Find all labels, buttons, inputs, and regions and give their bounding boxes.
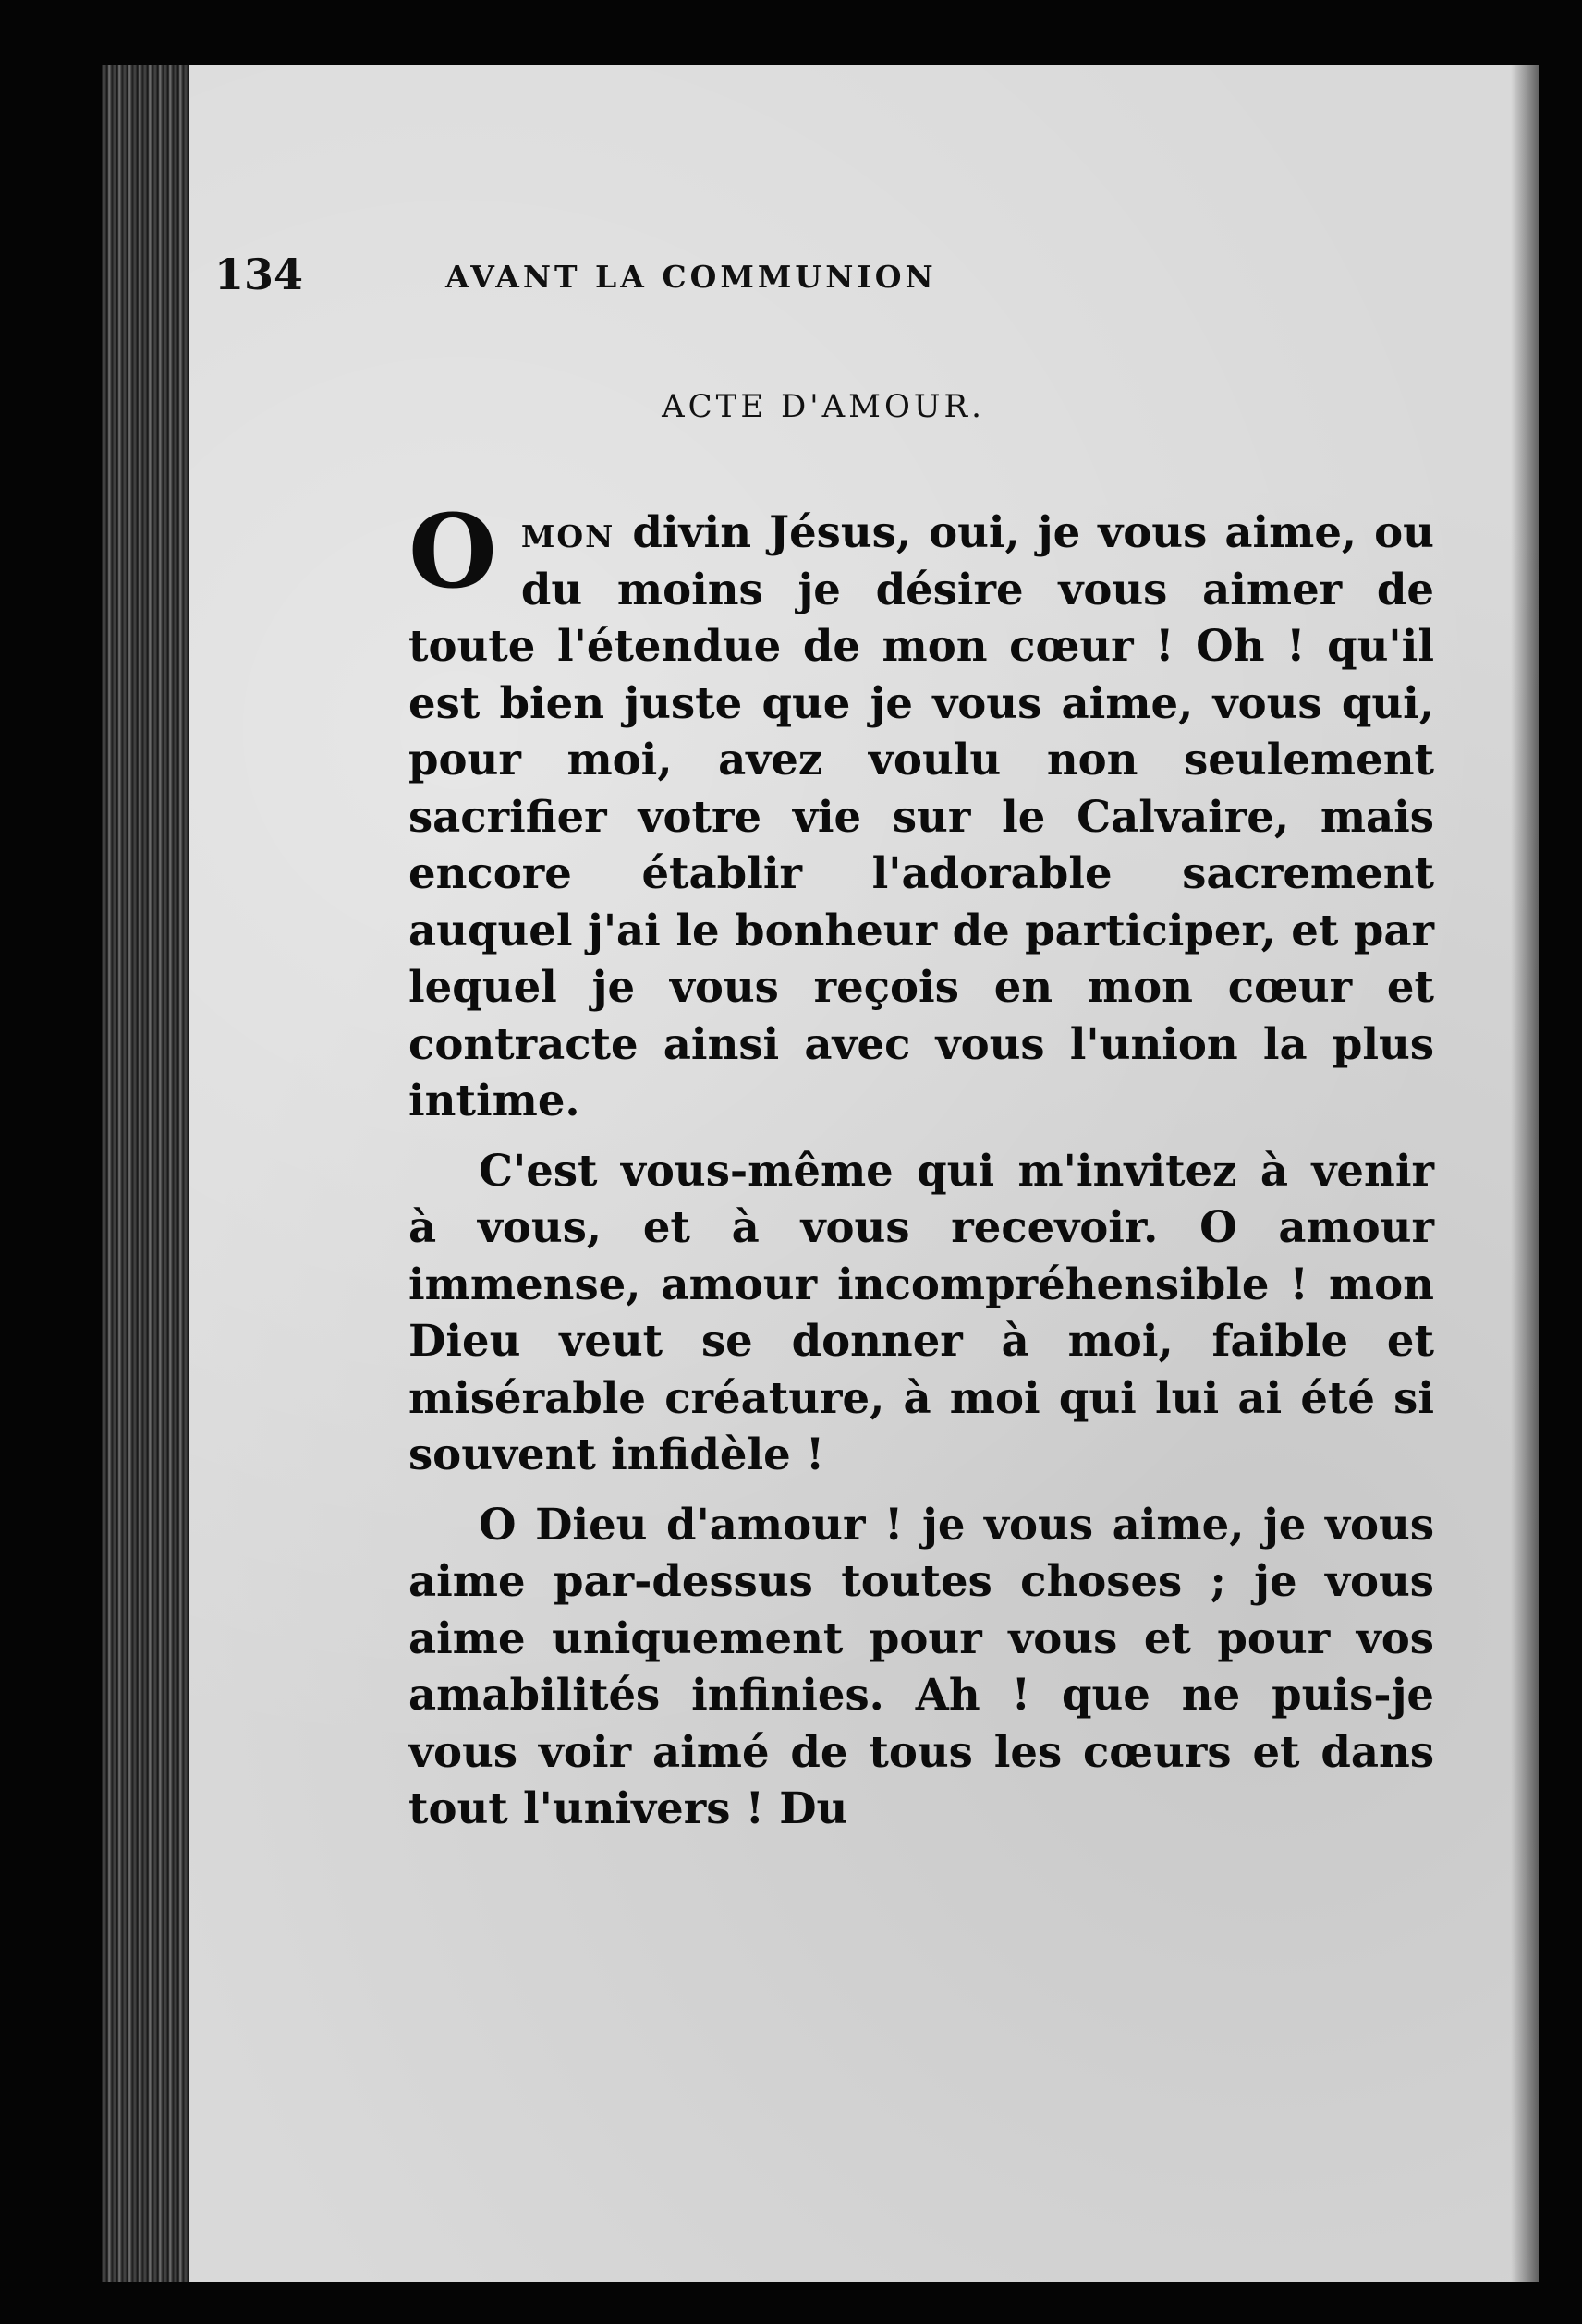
page-number: 134 [214, 249, 304, 299]
lead-word: mon [520, 506, 615, 557]
paragraph-2-text: C'est vous-même qui m'invitez à venir à vous, et à vous recevoir. O amour immense, amour incompréhensible ! mon Dieu veut se donner à moi, faible et misérable créature, à moi qui lui ai été si souvent infidèle ! [408, 1144, 1434, 1479]
paragraph-2 [408, 1142, 1434, 1483]
paragraph-3-text: O Dieu d'amour ! je vous aime, je vous aime par-dessus toutes choses ; je vous aime uniquement pour vous et pour vos amabilités infinies. Ah ! que ne puis-je vous voir aimé de tous les cœurs et dans tout l'univers ! Du [408, 1498, 1434, 1833]
drop-cap: O [408, 492, 497, 611]
paragraph-1 [408, 492, 1434, 1129]
running-head [214, 249, 1231, 314]
running-title: AVANT LA COMMUNION [445, 259, 937, 295]
body-text [408, 492, 1434, 1850]
section-title: ACTE D'AMOUR. [662, 388, 985, 425]
paragraph-1-text: divin Jésus, oui, je vous aime, ou du moins je désire vous aimer de toute l'étendue de mon cœur ! Oh ! qu'il est bien juste que je vous aime, vous qui, pour moi, avez voulu non seulement sacrifier votre vie sur le Calvaire, mais encore établir l'adorable sacrement auquel j'ai le bonheur de participer, et par lequel je vous reçois en mon cœur et contracte ainsi avec vous l'union la plus intime. [408, 506, 1434, 1125]
paragraph-3 [408, 1496, 1434, 1837]
